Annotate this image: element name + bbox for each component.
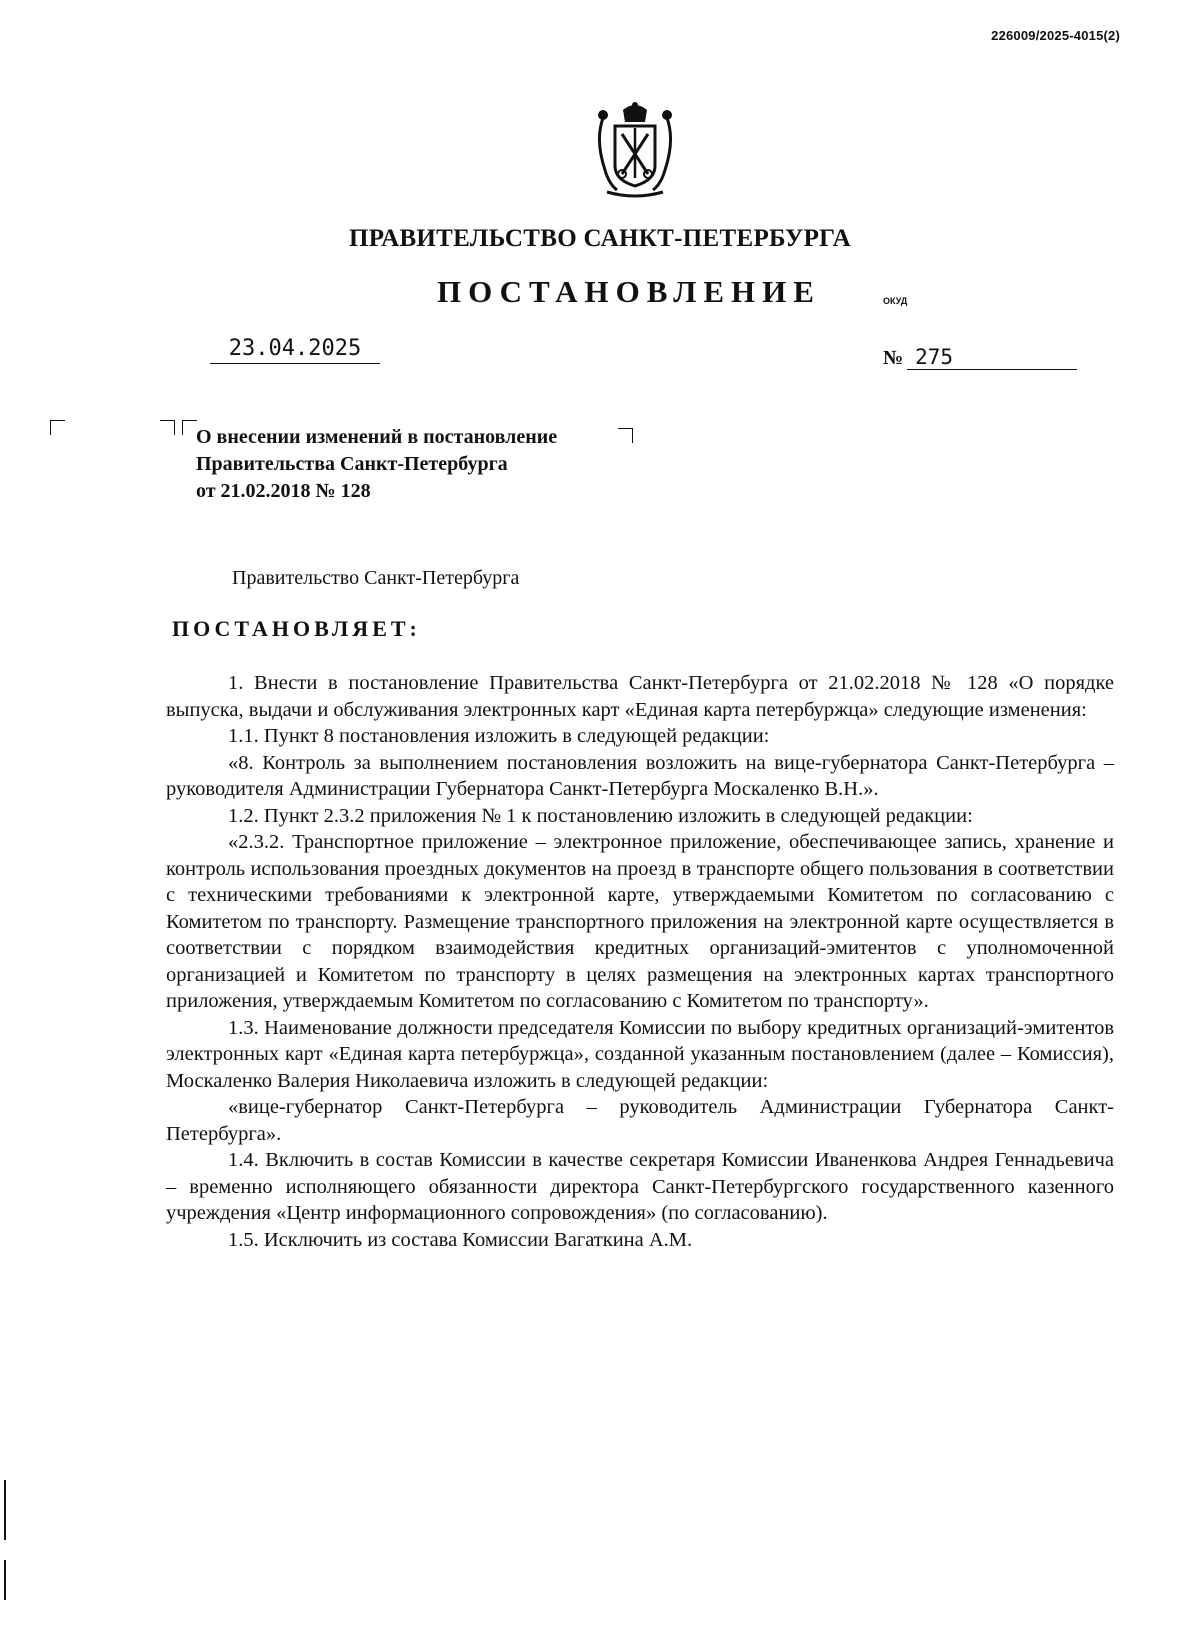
number-sign: № <box>883 347 904 369</box>
paragraph-1-1-text: «8. Контроль за выполнением постановления возложить на вице-губернатора Санкт-Петербурга – руководителя Администрации Губернатора Санкт-Петербурга Москаленко В.Н.». <box>166 751 1114 800</box>
document-body <box>166 670 1114 1253</box>
government-title: ПРАВИТЕЛЬСТВО САНКТ-ПЕТЕРБУРГА <box>348 225 852 252</box>
document-subject <box>196 424 557 505</box>
paragraph-1-1: 1.1. Пункт 8 постановления изложить в следующей редакции: <box>228 725 770 747</box>
subject-line-1: О внесении изменений в постановление <box>196 426 558 448</box>
document-number-line <box>907 345 1077 370</box>
paragraph-1-4: 1.4. Включить в состав Комиссии в качестве секретаря Комиссии Иваненкова Андрея Геннадьевича – временно исполняющего обязанности директора Санкт-Петербургского государственного казенного учреждения «Центр информационного сопровождения» (по согласованию). <box>166 1149 1114 1224</box>
document-type-title: ПОСТАНОВЛЕНИЕ <box>437 274 821 309</box>
paragraph-1-5: 1.5. Исключить из состава Комиссии Вагаткина А.М. <box>228 1228 693 1251</box>
paragraph-1-2-text: «2.3.2. Транспортное приложение – электронное приложение, обеспечивающее запись, хранение и контроль использования проездных документов на проезд в транспорте общего пользования в соответствии с техническими требованиями к электронной карте, утверждаемыми Комитетом по согласованию с Комитетом по транспорту. Размещение транспортного приложения на электронной карте осуществляется в соответствии с порядком взаимодействия кредитных организаций-эмитентов с уполномоченной организацией и Комитетом по транспорту в целях размещения на электронных картах транспортного приложения, утверждаемым Комитетом по согласованию с Комитетом по транспорту». <box>166 831 1114 1012</box>
okud-label: ОКУД <box>883 296 908 306</box>
corner-mark-subject-open-a <box>160 420 175 435</box>
paragraph-1-3: 1.3. Наименование должности председателя Комиссии по выбору кредитных организаций-эмитентов электронных карт «Единая карта петербуржца», созданной указанным постановлением (далее – Комиссия), Москаленко Валерия Николаевича изложить в следующей редакции: <box>166 1016 1114 1092</box>
paragraph-1-2: 1.2. Пункт 2.3.2 приложения № 1 к постановлению изложить в следующей редакции: <box>228 804 973 827</box>
paragraph-1: 1. Внести в постановление Правительства Санкт-Петербурга от 21.02.2018 № 128 «О порядке выпуска, выдачи и обслуживания электронных карт «Единая карта петербуржца» следующие изменения: <box>166 672 1114 721</box>
document-date: 23.04.2025 <box>228 336 362 361</box>
corner-mark-subject-close <box>618 428 633 443</box>
coat-of-arms-emblem <box>585 100 685 200</box>
subject-line-2: Правительства Санкт-Петербурга <box>196 453 508 475</box>
document-number: 275 <box>915 345 954 369</box>
preamble: Правительство Санкт-Петербурга <box>232 567 520 589</box>
resolves-heading: ПОСТАНОВЛЯЕТ: <box>172 616 421 641</box>
paragraph-1-3-text: «вице-губернатор Санкт-Петербурга – руководитель Администрации Губернатора Санкт-Петербурга». <box>166 1096 1114 1145</box>
subject-line-3: от 21.02.2018 № 128 <box>196 480 371 502</box>
document-id: 226009/2025-4015(2) <box>991 28 1120 43</box>
scan-margin-mark <box>4 1480 6 1540</box>
corner-mark-left <box>50 420 65 435</box>
corner-mark-subject-open-b <box>182 420 197 435</box>
document-number-block <box>883 345 1077 370</box>
scan-margin-mark <box>4 1560 6 1600</box>
document-date-line <box>210 336 380 364</box>
